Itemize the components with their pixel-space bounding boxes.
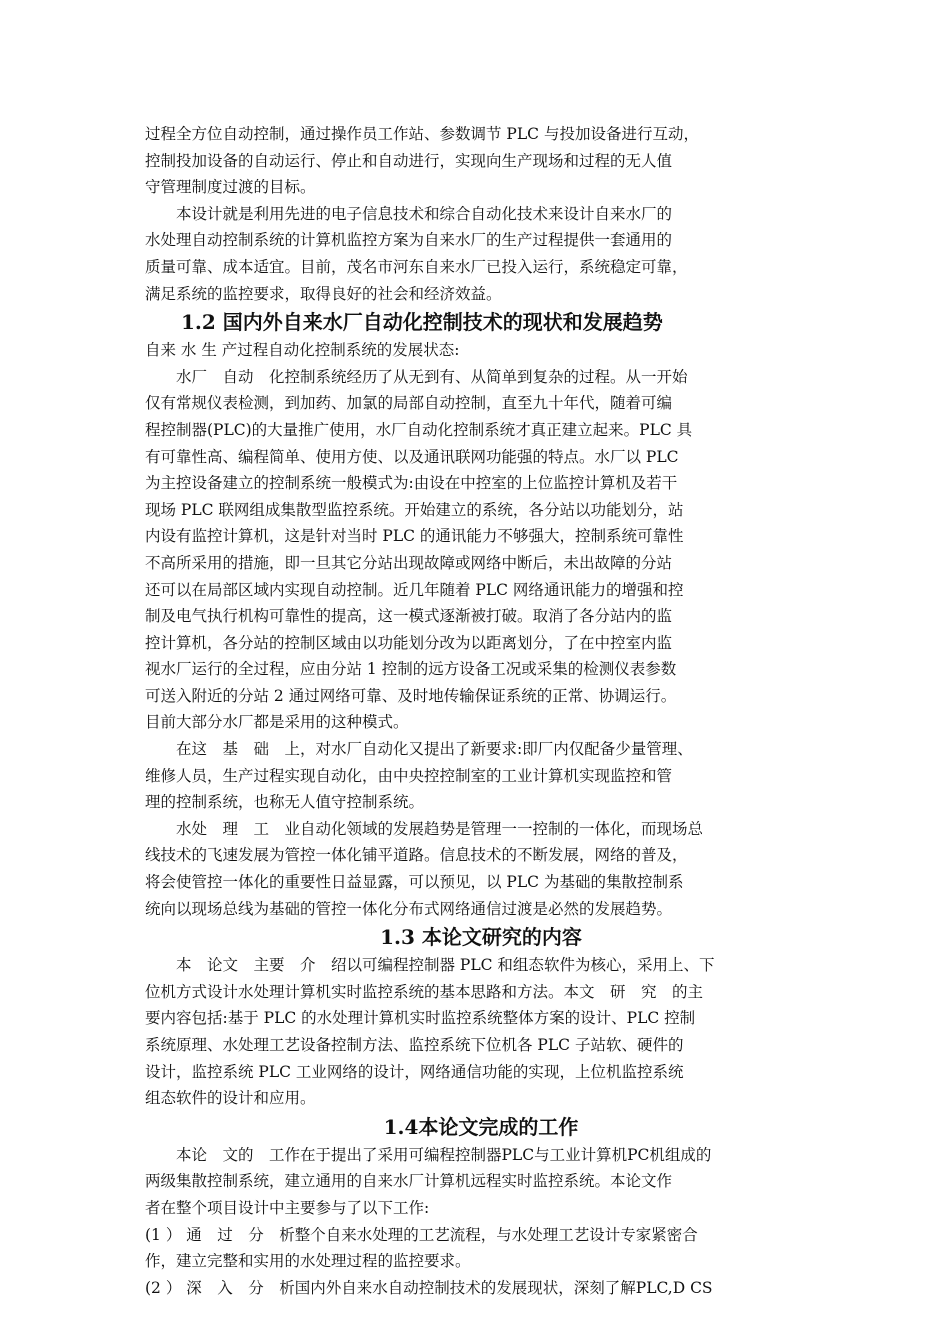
section-heading-1-2: 1.2 国内外自来水厂自动化控制技术的现状和发展趋势 — [181, 310, 663, 335]
text-line: 制及电气执行机构可靠性的提高，这一模式逐渐被打破。取消了各分站内的监 — [145, 607, 673, 626]
text-line: 控制投加设备的自动运行、停止和自动进行，实现向生产现场和过程的无人值 — [145, 151, 673, 170]
text-line: 作，建立完整和实用的水处理过程的监控要求。 — [145, 1252, 471, 1271]
text-line: 本设计就是利用先进的电子信息技术和综合自动化技术来设计自来水厂的 — [145, 204, 673, 223]
text-line: (2 ） 深 入 分 析国内外自来水自动控制技术的发展现状，深刻了解PLC,D CS — [145, 1278, 713, 1297]
text-line: 将会使管控一体化的重要性日益显露，可以预见，以 PLC 为基础的集散控制系 — [145, 873, 684, 892]
text-line: 内设有监控计算机，这是针对当时 PLC 的通讯能力不够强大，控制系统可靠性 — [145, 527, 684, 546]
section-heading-1-3: 1.3 本论文研究的内容 — [380, 925, 582, 950]
section-heading-1-4: 1.4本论文完成的工作 — [383, 1114, 579, 1139]
paragraph-trend — [145, 816, 817, 922]
text-line: 守管理制度过渡的目标。 — [145, 178, 316, 197]
text-line: 本 论文 主要 介 绍以可编程控制器 PLC 和组态软件为核心，采用上、下 — [145, 956, 715, 975]
paragraph-basis — [145, 736, 817, 816]
text-line: 为主控设备建立的控制系统一般模式为:由设在中控室的上位监控计算机及若干 — [145, 474, 678, 493]
text-line: 水处理自动控制系统的计算机监控方案为自来水厂的生产过程提供一套通用的 — [145, 231, 673, 250]
paragraph-intro — [145, 121, 817, 201]
text-line: 水处 理 工 业自动化领域的发展趋势是管理一一控制的一体化，而现场总 — [145, 819, 704, 838]
list-item-2 — [145, 1275, 817, 1302]
text-line: 系统原理、水处理工艺设备控制方法、监控系统下位机各 PLC 子站软、硬件的 — [145, 1036, 684, 1054]
text-line: 两级集散控制系统，建立通用的自来水厂计算机远程实时监控系统。本论文作 — [145, 1172, 673, 1191]
text-line: 水厂 自动 化控制系统经历了从无到有、从简单到复杂的过程。从一开始 — [145, 367, 688, 386]
text-line: 要内容包括:基于 PLC 的水处理计算机实时监控系统整体方案的设计、PLC 控制 — [145, 1009, 696, 1028]
text-line: 本论 文的 工作在于提出了采用可编程控制器PLC与工业计算机PC机组成的 — [145, 1145, 712, 1164]
text-line: 满足系统的监控要求，取得良好的社会和经济效益。 — [145, 284, 502, 303]
text-line: 质量可靠、成本适宜。目前，茂名市河东自来水厂已投入运行，系统稳定可靠， — [145, 257, 688, 276]
text-line: 维修人员，生产过程实现自动化，由中央控控制室的工业计算机实现监控和管 — [145, 766, 673, 785]
text-line: 在这 基 础 上，对水厂自动化又提出了新要求:即厂内仅配备少量管理、 — [145, 740, 693, 759]
text-line: 理的控制系统，也称无人值守控制系统。 — [145, 793, 425, 812]
text-line: 自来 水 生 产过程自动化控制系统的发展状态: — [145, 341, 460, 360]
paragraph-work — [145, 1142, 817, 1222]
paragraph-history — [145, 364, 817, 736]
document-page — [145, 121, 817, 1301]
text-line: 者在整个项目设计中主要参与了以下工作: — [145, 1198, 430, 1217]
list-item-1 — [145, 1222, 817, 1275]
text-line: 现场 PLC 联网组成集散型监控系统。开始建立的系统，各分站以功能划分，站 — [145, 500, 684, 519]
text-line: 程控制器(PLC)的大量推广使用，水厂自动化控制系统才真正建立起来。PLC 具 — [145, 420, 693, 439]
text-line: 可送入附近的分站 2 通过网络可靠、及时地传输保证系统的正常、协调运行。 — [145, 686, 677, 705]
text-line: 视水厂运行的全过程，应由分站 1 控制的远方设备工况或采集的检测仪表参数 — [145, 660, 677, 679]
text-line: 目前大部分水厂都是采用的这种模式。 — [145, 713, 409, 732]
text-line: (1 ） 通 过 分 析整个自来水处理的工艺流程，与水处理工艺设计专家紧密合 — [145, 1225, 698, 1244]
text-line: 过程全方位自动控制，通过操作员工作站、参数调节 PLC 与投加设备进行互动， — [145, 125, 699, 143]
text-line: 有可靠性高、编程简单、使用方使、以及通讯联网功能强的特点。水厂以 PLC — [145, 447, 679, 466]
paragraph-research — [145, 952, 817, 1112]
text-line: 仅有常规仪表检测，到加药、加氯的局部自动控制，直至九十年代，随着可编 — [145, 394, 673, 413]
text-line: 线技术的飞速发展为管控一体化铺平道路。信息技术的不断发展，网络的普及， — [145, 846, 688, 865]
paragraph-design — [145, 201, 817, 307]
text-line: 设计，监控系统 PLC 工业网络的设计，网络通信功能的实现，上位机监控系统 — [145, 1062, 684, 1081]
text-line: 控计算机，各分站的控制区域由以功能划分改为以距离划分，了在中控室内监 — [145, 633, 673, 652]
text-line: 组态软件的设计和应用。 — [145, 1089, 316, 1108]
text-line: 位机方式设计水处理计算机实时监控系统的基本思路和方法。本文 研 究 的主 — [145, 982, 704, 1001]
text-line: 统向以现场总线为基础的管控一体化分布式网络通信过渡是必然的发展趋势。 — [145, 899, 673, 918]
text-line: 不高所采用的措施，即一旦其它分站出现故障或网络中断后，未出故障的分站 — [145, 553, 673, 572]
subheading-status — [145, 337, 817, 364]
text-line: 还可以在局部区域内实现自动控制。近几年随着 PLC 网络通讯能力的增强和控 — [145, 580, 684, 599]
